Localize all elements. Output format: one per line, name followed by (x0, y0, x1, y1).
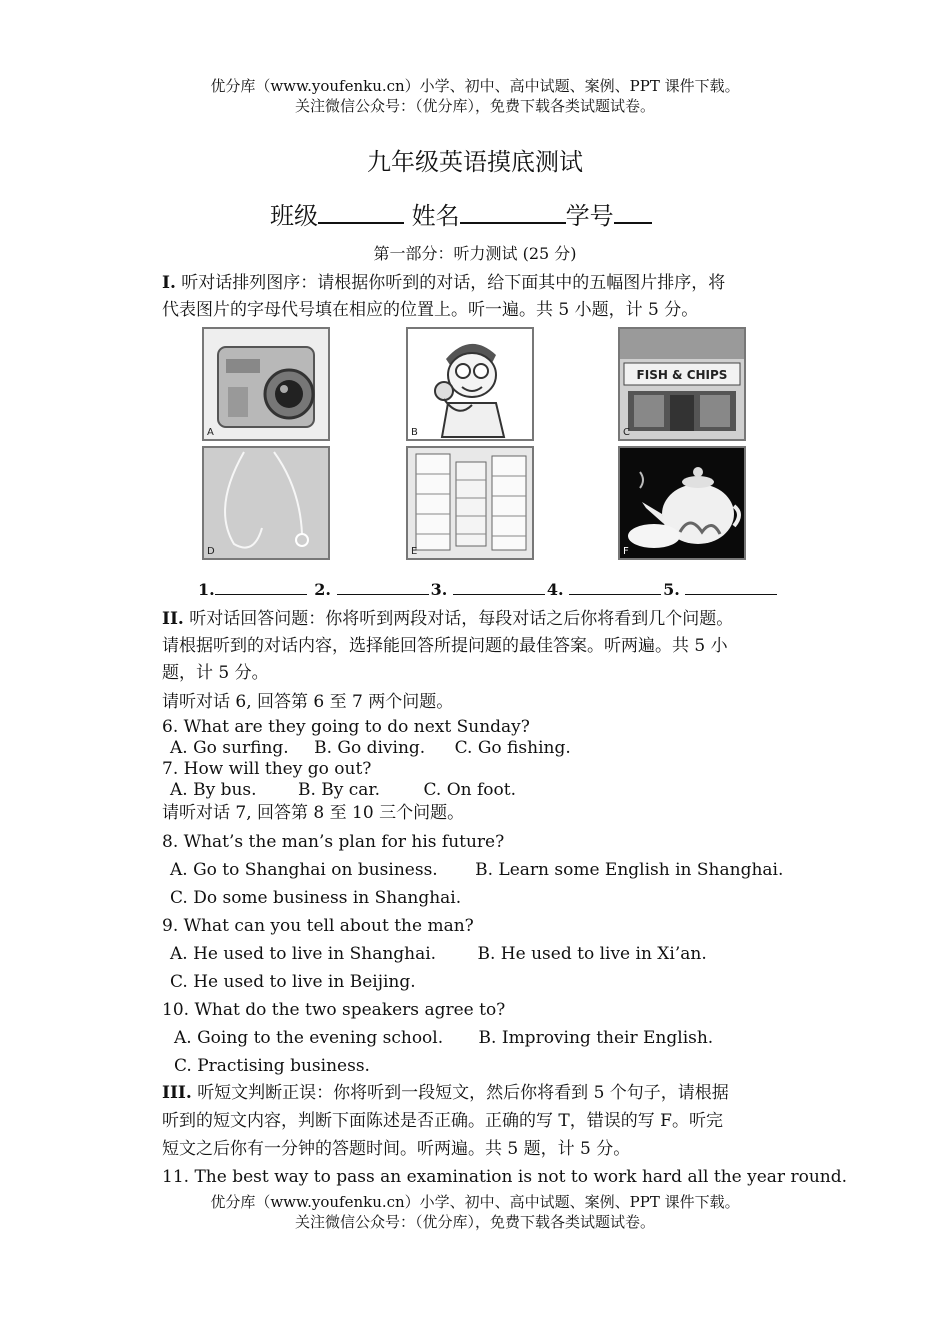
blank-label-5: 5. (663, 580, 680, 599)
name-label: 姓名 (411, 202, 460, 230)
answer-blanks-row (198, 580, 779, 599)
section2-line-1 (162, 609, 733, 629)
teapot-icon (620, 448, 744, 558)
shop-icon (620, 329, 744, 439)
necklace-icon (204, 448, 328, 558)
question-7: 7. How will they go out? (162, 759, 372, 779)
student-info-line (270, 196, 652, 231)
question-8-options-row-1 (170, 860, 783, 880)
section1-line-1 (162, 273, 725, 293)
blank-label-1: 1. (198, 580, 215, 599)
picture-c-letter: C (623, 427, 630, 438)
q8-option-c[interactable]: C. Do some business in Shanghai. (170, 888, 462, 908)
q6-option-b[interactable]: B. Go diving. (314, 738, 426, 758)
picture-c (618, 327, 746, 441)
picture-b (406, 327, 534, 441)
picture-a (202, 327, 330, 441)
question-10: 10. What do the two speakers agree to? (162, 1000, 506, 1020)
picture-e (406, 446, 534, 560)
footer-line-1: 优分库（www.youfenku.cn）小学、初中、高中试题、案例、PPT 课件下载。 (210, 1193, 740, 1211)
section2-line-2: 请根据听到的对话内容，选择能回答所提问题的最佳答案。听两遍。共 5 小 (162, 636, 728, 656)
q10-option-b[interactable]: B. Improving their English. (478, 1028, 714, 1048)
q9-option-c[interactable]: C. He used to live in Beijing. (170, 972, 416, 992)
class-blank[interactable] (318, 200, 404, 224)
q6-option-a[interactable]: A. Go surfing. (170, 738, 289, 758)
section3-line-1 (162, 1083, 729, 1103)
number-blank[interactable] (614, 200, 652, 224)
section3-line-3: 短文之后你有一分钟的答题时间。听两遍。共 5 题，计 5 分。 (162, 1139, 631, 1159)
doctor-icon (408, 329, 532, 439)
q10-option-a[interactable]: A. Going to the evening school. (174, 1028, 444, 1048)
question-6: 6. What are they going to do next Sunday? (162, 717, 530, 737)
page-title: 九年级英语摸底测试 (367, 148, 583, 176)
section3-line-2: 听到的短文内容，判断下面陈述是否正确。正确的写 T，错误的写 F。听完 (162, 1111, 723, 1131)
shelves-icon (408, 448, 532, 558)
q8-option-b[interactable]: B. Learn some English in Shanghai. (475, 860, 784, 880)
q7-option-c[interactable]: C. On foot. (423, 780, 516, 800)
section2-num: II. (162, 609, 184, 629)
question-6-options (170, 738, 571, 758)
blank-label-3: 3. (430, 580, 448, 599)
answer-blank-5[interactable] (685, 580, 777, 595)
picture-a-letter: A (207, 427, 214, 438)
section2-text-1: 听对话回答问题：你将听到两段对话，每段对话之后你将看到几个问题。 (189, 609, 734, 629)
camera-icon (204, 329, 328, 439)
answer-blank-2[interactable] (337, 580, 429, 595)
section1-line-2: 代表图片的字母代号填在相应的位置上。听一遍。共 5 小题，计 5 分。 (162, 300, 699, 320)
section1-text-1: 听对话排列图序：请根据你听到的对话，给下面其中的五幅图片排序，将 (181, 273, 726, 293)
answer-blank-3[interactable] (453, 580, 545, 595)
picture-f-letter: F (623, 546, 629, 557)
section1-num: I. (162, 273, 176, 293)
question-8: 8. What’s the man’s plan for his future? (162, 832, 505, 852)
q7-option-a[interactable]: A. By bus. (170, 780, 257, 800)
question-9: 9. What can you tell about the man? (162, 916, 474, 936)
q7-option-b[interactable]: B. By car. (297, 780, 381, 800)
picture-e-letter: E (411, 546, 418, 557)
header-line-2: 关注微信公众号：（优分库），免费下载各类试题试卷。 (294, 97, 655, 115)
number-label: 学号 (565, 202, 614, 230)
question-7-options (170, 780, 516, 800)
class-label: 班级 (270, 202, 318, 230)
footer-line-2: 关注微信公众号：（优分库），免费下载各类试题试卷。 (294, 1213, 655, 1231)
blank-label-2: 2. (314, 580, 331, 599)
header-line-1: 优分库（www.youfenku.cn）小学、初中、高中试题、案例、PPT 课件下载。 (210, 77, 740, 95)
answer-blank-4[interactable] (569, 580, 661, 595)
part1-title: 第一部分：听力测试 (25 分) (373, 244, 577, 263)
q10-option-c[interactable]: C. Practising business. (174, 1056, 370, 1076)
blank-label-4: 4. (546, 580, 564, 599)
q6-option-c[interactable]: C. Go fishing. (454, 738, 571, 758)
q9-option-b[interactable]: B. He used to live in Xi’an. (477, 944, 707, 964)
picture-d-letter: D (207, 546, 215, 557)
section3-text-1: 听短文判断正误：你将听到一段短文，然后你将看到 5 个句子，请根据 (197, 1083, 729, 1103)
dialog-7-instruction: 请听对话 7, 回答第 8 至 10 三个问题。 (162, 803, 465, 823)
section2-line-3: 题，计 5 分。 (162, 663, 269, 683)
question-9-options-row-1 (170, 944, 707, 964)
picture-b-letter: B (411, 427, 418, 438)
dialog-6-instruction: 请听对话 6, 回答第 6 至 7 两个问题。 (162, 692, 454, 712)
shop-sign: FISH & CHIPS (636, 368, 728, 382)
name-blank[interactable] (460, 200, 566, 224)
section3-num: III. (162, 1083, 192, 1103)
answer-blank-1[interactable] (215, 580, 307, 595)
question-11: 11. The best way to pass an examination is not to work hard all the year round. (162, 1167, 847, 1187)
picture-d (202, 446, 330, 560)
question-10-options-row-1 (174, 1028, 713, 1048)
q8-option-a[interactable]: A. Go to Shanghai on business. (170, 860, 438, 880)
picture-f (618, 446, 746, 560)
q9-option-a[interactable]: A. He used to live in Shanghai. (170, 944, 437, 964)
